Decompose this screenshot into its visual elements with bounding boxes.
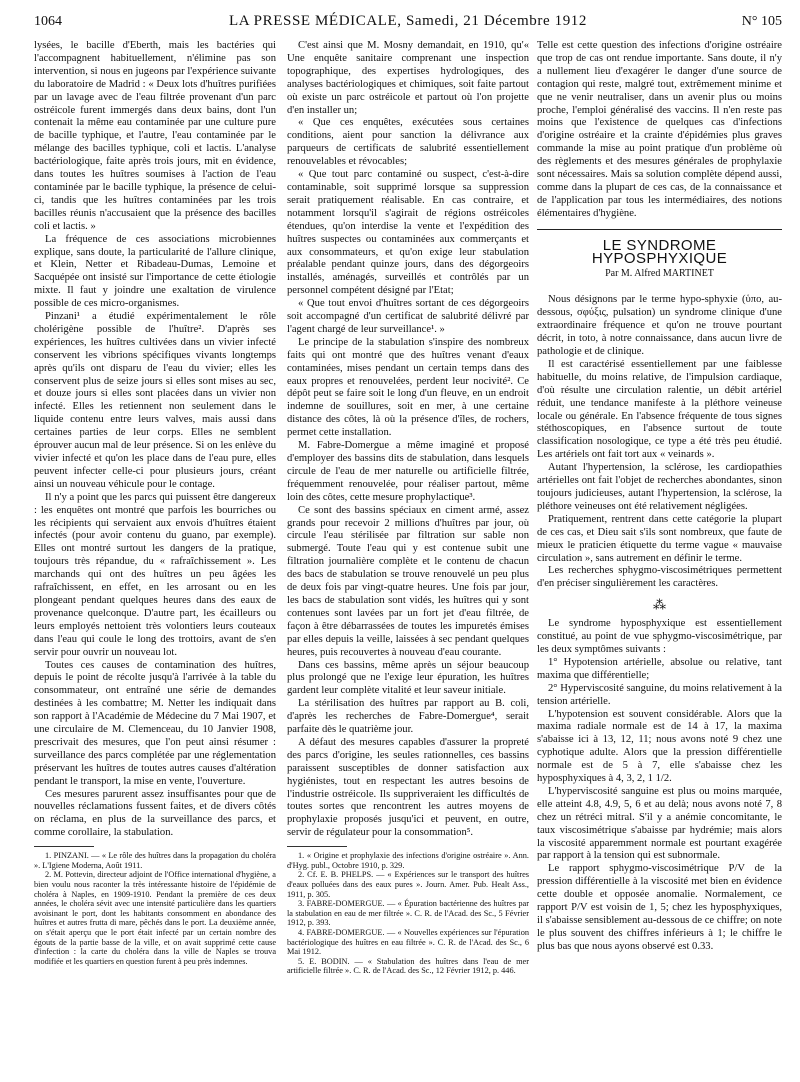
paragraph: A défaut des mesures capables d'assurer la propreté des parcs d'origine, les seules rationnelles, ces bassins paraissent susceptibles de donner satisfaction aux hygiénistes, tout en respectant les autres besoins de l'industrie ostréicole. Ils suppriveraient les difficultés de toutes sortes que rencontrent les autres moyens de prophylaxie proposés jusqu'ici et peuvent, en outre, servir de régulateur pour la consommation⁵. xyxy=(287,736,529,839)
paragraph: Toutes ces causes de contamination des huîtres, depuis le point de récolte jusqu'à l'arrivée à la table du consommateur, ont entraîné une série de demandes destinées à les combattre; M. Netter les indiquait dans son rapport à l'Académie de Médecine du 7 Mai 1907, et une circulaire de M. Clemenceau, du 10 Janvier 1908, prescrivait des mesures, que l'on peut ainsi résumer : surveillance des parcs complétée par une réglementation préservant les huîtres de toutes autres causes d'altération pendant le transport, la mise en vente, l'ouverture. xyxy=(34,659,276,787)
paragraph: Les recherches sphygmo-viscosimétriques permettent d'en préciser singulièrement les caractères. xyxy=(537,565,782,590)
paragraph: Le principe de la stabulation s'inspire des nombreux faits qui ont montré que des huîtres venant d'eaux contaminées, mises pendant un certain temps dans des eaux propres et renouvelées, perdent leur nocivité². Ce dépôt peut se faire soit le long d'un fleuve, en un endroit indemne de souillures, soit en mer, à une certaine distance des côtes, là où la présence d'îles, de rochers, permet cette installation. xyxy=(287,336,529,439)
paragraph: Il est caractérisé essentiellement par une faiblesse habituelle, du moins relative, de l'impulsion cardiaque, d'où résulte une circulation ralentie, un débit artériel réduit, une tendance manifeste à la pléthore veineuse locale ou générale. En l'absence fréquente de tous signes stéthoscopiques, en l'absence surtout de toute classification nosologique, ce type a été très peu étudié. Les artériels ont fait tort aux « veinards ». xyxy=(537,358,782,461)
section-divider xyxy=(537,229,782,230)
paragraph: Pratiquement, rentrent dans cette catégorie la plupart de ces cas, et Dieu sait s'ils sont nombreux, que faute de mieux le praticien étiquette du terme vague « mauvaise circulation », sans autrement en définir le terme. xyxy=(537,513,782,564)
paragraph: Ces mesures parurent assez insuffisantes pour que de nouvelles réclamations fussent faites, et de divers côtés on réclama, en plus de la surveillance des parcs, et comme corollaire, la stabulation. xyxy=(34,788,276,839)
footnote: 4. FABRE-DOMERGUE. — « Nouvelles expériences sur l'épuration bactériologique des huîtres en eau filtrée ». C. R. de l'Acad. des Sc., 6 Mai 1912. xyxy=(287,927,529,957)
footnote-rule xyxy=(287,846,347,847)
section-title: LE SYNDROME HYPOSPHYXIQUE xyxy=(591,236,728,267)
footnote: 5. E. BODIN. — « Stabulation des huîtres dans l'eau de mer artificielle filtrée ». C. R. de l'Acad. des Sc., 12 Février 1912, p. 446. xyxy=(287,956,529,976)
column-2 xyxy=(287,40,529,976)
paragraph: Ce sont des bassins spéciaux en ciment armé, assez grands pour recevoir 2 millions d'huîtres par jour, où circule l'eau stérilisée par filtration sur sable non submergé. Toute l'eau qui y est contenue subit une filtration journalière complète et le contenu de chacun des bacs de stabulation se trouve renouvelé un peu plus de deux fois par vingt-quatre heures. Une fois par jour, les bacs de stabulation sont vidés, les huîtres qui y sont contenues sont lavées par un fort jet d'eau filtrée, de façon à être débarrassées de toutes les impuretés émises par elles depuis la veille, laissées à sec pendant quelques heures, puis recouvertes à nouveau d'eau courante. xyxy=(287,504,529,658)
page-number: 1064 xyxy=(34,14,62,29)
footnote-rule xyxy=(34,846,94,847)
paragraph: Telle est cette question des infections d'origine ostréaire que trop de cas ont rendue importante. Sans doute, il n'y a nullement lieu d'exagérer le danger d'une source de contagion qui reste, malgré tout, extrêmement minime et que ne venir neutraliser, dans un avenir plus ou moins proche, l'emploi généralisé des vaccins. Il n'en reste pas moins que l'existence de quelques cas d'infections d'origine ostréaire et la crainte d'épidémies plus graves commande la mise au point pratique d'un problème où des règlements et des mesures générales de prophylaxie sont nécessaires. Mais sa solution complète dépend aussi, comme dans la plupart de ces cas, de la connaissance et de l'application par tous les intermédiaires, des notions élémentaires d'hygiène. xyxy=(537,40,782,219)
paragraph: « Que tout envoi d'huîtres sortant de ces dégorgeoirs soit accompagné d'un certificat de salubrité délivré par l'agent chargé de leur surveillance¹. » xyxy=(287,298,529,335)
paragraph: 1° Hypotension artérielle, absolue ou relative, tant maxima que différentielle; xyxy=(537,656,782,681)
paragraph: Il n'y a point que les parcs qui puissent être dangereux : les enquêtes ont montré que parfois les bourriches ou les récipients qui servaient aux envois d'huîtres étaient infectés (pour avoir contenu du guano, par exemple). Elles ont montré surtout les dangers de la pratique, toujours très répandue, du « rafraîchissement ». Les marchands qui ont des huîtres un peu âgées les rafraîchissent, en effet, en les arrosant ou en les plongeant pendant quelques heures dans des eaux de provenance quelconque. D'autre part, les écailleurs ou leurs employés nettoient très volontiers leurs couteaux dans l'eau qui coule le long des trottoirs, avant de s'en servir pour ouvrir un nouveau lot. xyxy=(34,491,276,658)
paragraph: L'hyperviscosité sanguine est plus ou moins marquée, elle atteint 4.8, 4.9, 5, 6 et au delà; nous avons noté 7, 8 chez un rétréci mitral. S'il y a anémie concomitante, le taux viscosimétrique s'abaisse par hydrémie; mais alors la viscosité apparemment normale est pourtant exagérée par rapport à la tension qui est subnormale. xyxy=(537,785,782,862)
paragraph: C'est ainsi que M. Mosny demandait, en 1910, qu'« Une enquête sanitaire comprenant une inspection topographique, des expertises hydrologiques, des analyses bactériologiques et chimiques, soit faite partout où existe un parc ostréicole et partout où l'on projette d'en installer un; xyxy=(287,40,529,116)
paragraph: Autant l'hypertension, la sclérose, les cardiopathies artérielles ont fait l'objet de recherches abondantes, sinon toujours judicieuses, autant l'hypertension, la sclérose, la pléthore veineuses ont été relativement négligées. xyxy=(537,462,782,512)
paragraph: L'hypotension est souvent considérable. Alors que la maxima radiale normale est de 14 à 17, la maxima s'abaisse ici à 13, 12, 11; nous avons noté 9 chez une cyphotique adulte. Alors que la pression différentielle normale est de 5 à 7, elle s'abaisse chez les hyposphyxiques à 4, 3, 2, 1 1/2. xyxy=(537,708,782,785)
paragraph: 2° Hyperviscosité sanguine, du moins relativement à la tension artérielle. xyxy=(537,682,782,707)
column-1 xyxy=(34,40,276,966)
paragraph: Le rapport sphygmo-viscosimétrique P/V de la pression différentielle à la viscosité met bien en évidence cette double et opposée anomalie. Normalement, ce rapport P/V est voisin de 1, 5; chez les hyposphyxiques, il s'abaisse sensiblement au-dessous de ce chiffre; on note le plus souvent des chiffres inférieurs à 1; le chiffre le plus bas que nous ayons observé est 0.33. xyxy=(537,863,782,952)
footnote: 1. PINZANI. — « Le rôle des huîtres dans la propagation du choléra ». L'Igiene Moderna, Août 1911. xyxy=(34,851,276,870)
column-3 xyxy=(537,40,782,954)
footnote: 2. M. Pottevin, directeur adjoint de l'Office international d'hygiène, a bien voulu nous raconter la très intéressante histoire de l'épidémie de choléra à Naples, en 1909-1910. Pendant la première de ces deux années, le choléra sévit avec une intensité particulière dans les quartiers avoisinant le port, dont les habitants consomment en abondance des huîtres et autres frutta di mare, pêchés dans le port. La deuxième année, on s'était aperçu que le port était infecté par un certain nombre des égouts de la partie basse de la ville, et on avait supprimé cette cause d'infection : la carte du choléra dans la ville de Naples se trouva modifiée et les quartiers en question furent à peu près indemnes. xyxy=(34,870,276,966)
footnote: 2. Cf. E. B. PHELPS. — « Expériences sur le transport des huîtres d'eaux polluées dans des eaux pures ». Journ. Amer. Pub. Healt Ass., 1911, p. 305. xyxy=(287,870,529,899)
asterism-divider: ⁂ xyxy=(653,597,666,613)
paragraph: « Que tout parc contaminé ou suspect, c'est-à-dire contaminable, soit supprimé lorsque sa suppression serait pratiquement réalisable. En cas contraire, et notamment lorsqu'il s'agirait de régions ostréicoles étendues, qu'on interdise la vente et l'expédition des huîtres suspectes ou contaminées aux commerçants et aux consommateurs, et qu'on exige leur stabulation préalable pendant quinze jours, dans des dégorgeoirs installés, aménagés, surveillés et contrôlés par un personnel compétent désigné par l'Etat; xyxy=(287,169,529,297)
paragraph: « Que ces enquêtes, exécutées sous certaines conditions, aient pour sanction la délivrance aux parqueurs de certificats de salubrité essentiellement renouvelables et révocables; xyxy=(287,117,529,168)
paragraph: La fréquence de ces associations microbiennes explique, sans doute, la particularité de l'allure clinique, et Klein, Netter et Ribadeau-Dumas, Lemoine et Sacquépée ont insisté sur l'importance de cette étiologie mixte. Il faut y joindre une exaltation de virulence possible de ces micro-organismes. xyxy=(34,233,276,310)
paragraph: La stérilisation des huîtres par rapport au B. coli, d'après les recherches de Fabre-Domergue⁴, serait parfaite dès le quatrième jour. xyxy=(287,698,529,736)
paragraph: Dans ces bassins, même après un séjour beaucoup plus prolongé que ne l'exige leur épuration, les huîtres gardent leur complète vitalité et leur saveur initiale. xyxy=(287,659,529,697)
author-byline: Par M. Alfred MARTINET xyxy=(605,267,714,279)
paragraph: M. Fabre-Domergue a même imaginé et proposé d'employer des bassins dits de stabulation, dans lesquels circule de l'eau de mer naturelle ou artificielle filtrée, fréquemment renouvelée, pour réaliser partout, même loin des côtes, cette mesure prophylactique³. xyxy=(287,440,529,503)
paragraph: Le syndrome hyposphyxique est essentiellement constitué, au point de vue sphygmo-viscosimétrique, par les deux symptômes suivants : xyxy=(537,618,782,655)
paragraph: Nous désignons par le terme hypo-sphyxie (ὑπο, au-dessous, σφύξις, pulsation) un syndrome clinique d'une extraordinaire fréquence et qu'on ne trouve pourtant décrit, in toto, à notre connaissance, dans aucun livre de pathologie et de clinique. xyxy=(537,294,782,358)
paragraph: Pinzani¹ a étudié expérimentalement le rôle cholérigène possible de l'huître². D'après ses expériences, les huîtres cultivées dans un vivier infecté conservent les vibrions spécifiques vivants longtemps après qu'ils ont disparu de l'eau du vivier; elles les conservent plus de seize jours si elles sont mises au sec, et douze jours si elles sont placées dans un vivier non infecté. Elles les retiennent non seulement dans le liquide contenu entre leurs valves, mais aussi dans certaines parties de leur corps. Elles ne semblent éprouver aucun mal de leur présence. Si on les enlève du vivier infecté et qu'on les place dans de l'eau pure, elles peuvent infecter celle-ci pour plusieurs jours, créant ainsi un nouveau véhicule pour le contage. xyxy=(34,311,276,490)
issue-number: N° 105 xyxy=(741,14,782,29)
footnote: 3. FABRE-DOMERGUE. — « Épuration bactérienne des huîtres par la stabulation en eau de mer filtrée ». C. R. de l'Acad. des Sc., 5 Février 1912, p. 393. xyxy=(287,899,529,928)
page-header xyxy=(34,10,782,34)
journal-title: LA PRESSE MÉDICALE, Samedi, 21 Décembre 1912 xyxy=(228,13,588,29)
paragraph: lysées, le bacille d'Eberth, mais les bactéries qui l'accompagnent habituellement, n'élimine pas son intervention, si nous en jugeons par l'expérience suivante du laboratoire de Madrid : « Deux lots d'huîtres purifiées par un lavage avec de l'eau filtrée provenant d'un parc ostréicole furent immergés dans deux bains, dont l'un contenait la même eau contaminée par une culture pure de bacille typhique, et l'autre, l'eau contaminée par le mélange des bacilles typhique, coli et lactis. L'analyse bactériologique, faite après trois jours, mit en évidence, dans toutes les huîtres soumises à l'action de l'eau contaminée par le bacille typhique, la présence de celui-ci, tandis que les huîtres contaminées par les trois bacilles réunis n'accusaient que la présence des bacilles coli et lactis. » xyxy=(34,40,276,232)
footnote: 1. « Origine et prophylaxie des infections d'origine ostréaire ». Ann. d'Hyg. publ., Octobre 1910, p. 329. xyxy=(287,851,529,870)
